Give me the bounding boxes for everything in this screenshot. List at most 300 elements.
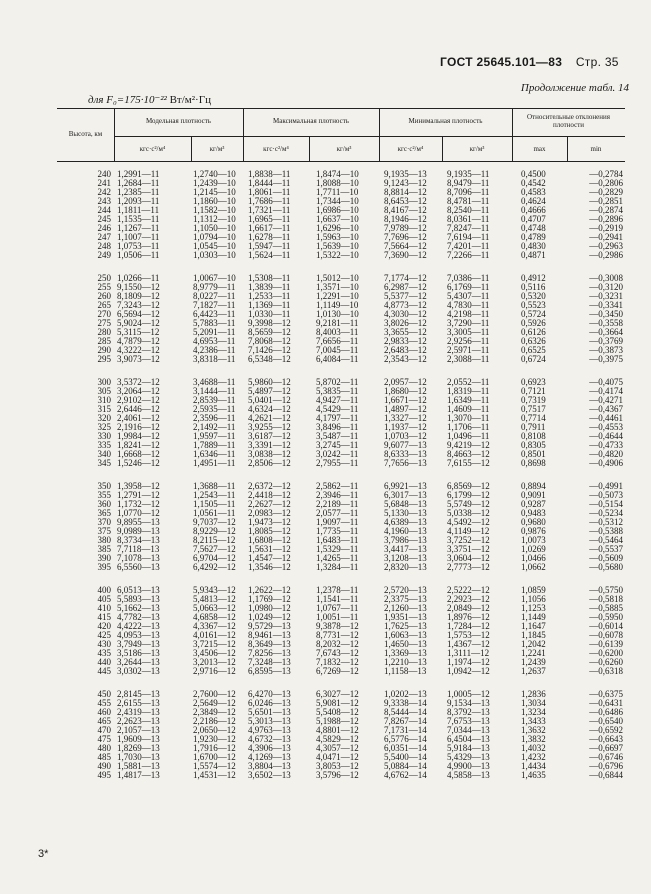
cell-min-kgs: 2,1260—13: [384, 603, 427, 613]
cell-height: 465: [97, 716, 111, 726]
cell-min-kgs: 6,0351—14: [384, 743, 427, 753]
cell-max-kg: 4,3057—12: [316, 743, 359, 753]
cell-height: 280: [97, 327, 111, 337]
cell-max-kgs: 2,0983—12: [248, 508, 291, 518]
cell-max-kgs: 1,8085—12: [248, 526, 291, 536]
cell-max-kgs: 1,5624—11: [248, 250, 291, 260]
cell-min-kg: 1,1706—11: [447, 422, 490, 432]
cell-dev-max: 1,3034: [521, 698, 546, 708]
cell-dev-max: 1,1056: [521, 594, 546, 604]
cell-model-kgs: 4,7782—13: [117, 612, 160, 622]
cell-max-kgs: 1,8061—11: [248, 187, 291, 197]
cell-dev-min: —0,6592: [589, 725, 623, 735]
cell-height: 400: [97, 585, 111, 595]
cell-max-kg: 9,2181—11: [316, 318, 359, 328]
cell-min-kg: 2,7773—12: [447, 562, 490, 572]
cell-min-kg: 8,9479—11: [447, 178, 490, 188]
cell-dev-min: —0,6431: [589, 698, 623, 708]
cell-dev-min: —0,2784: [589, 169, 623, 179]
cell-model-kgs: 8,3734—13: [117, 535, 160, 545]
cell-max-kgs: 2,8506—12: [248, 458, 291, 468]
cell-model-kg: 9,7037—12: [193, 517, 236, 527]
cell-max-kg: 1,6483—11: [316, 535, 359, 545]
cell-min-kgs: 1,7625—13: [384, 621, 427, 631]
cell-model-kgs: 5,1662—13: [117, 603, 160, 613]
cell-min-kg: 7,6753—13: [447, 716, 490, 726]
cell-model-kg: 4,3367—12: [193, 621, 236, 631]
cell-min-kg: 2,5971—11: [447, 345, 490, 355]
cell-max-kgs: 1,0330—11: [248, 309, 291, 319]
cell-model-kgs: 1,0753—11: [117, 241, 160, 251]
cell-model-kgs: 3,0302—13: [117, 666, 160, 676]
cell-min-kgs: 7,7696—12: [384, 232, 427, 242]
cell-min-kg: 7,4201—11: [447, 241, 490, 251]
cell-max-kg: 1,0130—10: [316, 309, 359, 319]
cell-min-kg: 9,1534—13: [447, 698, 490, 708]
cell-model-kgs: 1,1267—11: [117, 223, 160, 233]
cell-max-kgs: 5,4897—12: [248, 386, 291, 396]
cell-max-kg: 1,0051—11: [316, 612, 359, 622]
cell-max-kg: 1,5329—11: [316, 544, 359, 554]
cell-dev-min: —0,5537: [589, 544, 623, 554]
cell-dev-max: 0,4666: [521, 205, 546, 215]
table-row: [57, 355, 625, 364]
cell-dev-max: 1,0269: [521, 544, 546, 554]
cell-dev-max: 0,6923: [521, 377, 546, 387]
cell-min-kg: 1,8976—12: [447, 612, 490, 622]
cell-min-kgs: 7,8267—14: [384, 716, 427, 726]
cell-dev-min: —0,4906: [589, 458, 623, 468]
cell-height: 450: [97, 689, 111, 699]
cell-model-kg: 1,0067—10: [193, 273, 236, 283]
cell-min-kg: 8,7096—11: [447, 187, 490, 197]
cell-dev-min: —0,6844: [589, 770, 623, 780]
cell-min-kgs: 8,6333—13: [384, 449, 427, 459]
cell-max-kg: 1,3571—10: [316, 282, 359, 292]
cell-min-kg: 1,7284—12: [447, 621, 490, 631]
cell-model-kg: 4,0161—12: [193, 630, 236, 640]
cell-max-kg: 4,9427—11: [316, 395, 359, 405]
cell-height: 241: [97, 178, 111, 188]
cell-model-kgs: 1,8269—13: [117, 743, 160, 753]
row-group: [57, 586, 625, 676]
cell-min-kgs: 7,1774—12: [384, 273, 427, 283]
cell-min-kg: 3,3005—11: [447, 327, 490, 337]
cell-model-kg: 1,3688—11: [193, 481, 236, 491]
cell-dev-max: 1,1647: [521, 621, 546, 631]
cell-model-kgs: 1,7030—13: [117, 752, 160, 762]
cell-dev-min: —0,5609: [589, 553, 623, 563]
cell-dev-min: —0,2874: [589, 205, 623, 215]
cell-height: 244: [97, 205, 111, 215]
cell-max-kg: 2,2189—11: [316, 499, 359, 509]
cell-dev-min: —0,2829: [589, 187, 623, 197]
cell-max-kg: 4,5829—12: [316, 734, 359, 744]
cell-min-kgs: 6,5776—14: [384, 734, 427, 744]
cell-max-kgs: 3,0838—12: [248, 449, 291, 459]
cell-model-kg: 1,9597—11: [193, 431, 236, 441]
cell-min-kgs: 1,3327—12: [384, 413, 427, 423]
cell-max-kg: 3,2745—11: [316, 440, 359, 450]
cell-dev-min: —0,4820: [589, 449, 623, 459]
row-group: [57, 274, 625, 364]
cell-min-kg: 2,9256—11: [447, 336, 490, 346]
cell-min-kg: 9,4219—12: [447, 440, 490, 450]
cell-max-kgs: 8,3649—13: [248, 639, 291, 649]
cell-max-kgs: 5,3013—13: [248, 716, 291, 726]
cell-dev-min: —0,3975: [589, 354, 623, 364]
cell-dev-max: 0,4871: [521, 250, 546, 260]
cell-height: 480: [97, 743, 111, 753]
cell-dev-max: 0,6724: [521, 354, 546, 364]
cell-dev-max: 0,5116: [521, 282, 546, 292]
cell-min-kg: 3,7252—12: [447, 535, 490, 545]
cell-max-kgs: 9,3998—12: [248, 318, 291, 328]
cell-dev-min: —0,6643: [589, 734, 623, 744]
cell-dev-min: —0,6486: [589, 707, 623, 717]
cell-height: 410: [97, 603, 111, 613]
cell-max-kgs: 1,7321—11: [248, 205, 291, 215]
cell-dev-min: —0,5680: [589, 562, 623, 572]
cell-max-kg: 1,2378—11: [316, 585, 359, 595]
cell-max-kgs: 6,0246—13: [248, 698, 291, 708]
cell-max-kgs: 4,6324—12: [248, 404, 291, 414]
cell-min-kgs: 2,8320—13: [384, 562, 427, 572]
cell-max-kgs: 6,8595—13: [248, 666, 291, 676]
cell-max-kgs: 5,9860—12: [248, 377, 291, 387]
cell-min-kg: 4,1149—12: [447, 526, 490, 536]
cell-min-kg: 3,3751—12: [447, 544, 490, 554]
cell-model-kgs: 4,4222—13: [117, 621, 160, 631]
cell-dev-min: —0,6014: [589, 621, 623, 631]
cell-model-kgs: 4,7879—12: [117, 336, 160, 346]
cell-max-kgs: 2,2627—12: [248, 499, 291, 509]
cell-dev-min: —0,3873: [589, 345, 623, 355]
cell-model-kgs: 5,5893—13: [117, 594, 160, 604]
cell-min-kg: 8,0361—11: [447, 214, 490, 224]
cell-max-kg: 1,8474—10: [316, 169, 359, 179]
cell-model-kgs: 5,9024—12: [117, 318, 160, 328]
cell-max-kgs: 3,3391—12: [248, 440, 291, 450]
cell-model-kg: 1,2740—10: [193, 169, 236, 179]
cell-model-kg: 8,2115—12: [193, 535, 236, 545]
cell-max-kg: 6,3027—12: [316, 689, 359, 699]
cell-dev-max: 0,4912: [521, 273, 546, 283]
cell-model-kg: 8,9779—11: [193, 282, 236, 292]
cell-min-kgs: 2,3375—13: [384, 594, 427, 604]
cell-model-kgs: 6,0513—13: [117, 585, 160, 595]
cell-min-kg: 9,1935—11: [447, 169, 490, 179]
cell-height: 247: [97, 232, 111, 242]
table-row: [57, 667, 625, 676]
cell-max-kg: 1,7735—11: [316, 526, 359, 536]
cell-min-kg: 7,8247—11: [447, 223, 490, 233]
cell-max-kgs: 7,1426—12: [248, 345, 291, 355]
cell-model-kgs: 2,8145—13: [117, 689, 160, 699]
cell-dev-max: 0,5320: [521, 291, 546, 301]
cell-model-kg: 1,1050—10: [193, 223, 236, 233]
cell-max-kg: 2,5862—11: [316, 481, 359, 491]
cell-height: 460: [97, 707, 111, 717]
cell-model-kg: 2,7600—12: [193, 689, 236, 699]
cell-height: 395: [97, 562, 111, 572]
cell-height: 325: [97, 422, 111, 432]
cell-dev-max: 0,7121: [521, 386, 546, 396]
cell-max-kgs: 1,3839—11: [248, 282, 291, 292]
cell-max-kg: 3,5487—11: [316, 431, 359, 441]
cell-model-kg: 3,1444—11: [193, 386, 236, 396]
cell-height: 248: [97, 241, 111, 251]
cell-height: 425: [97, 630, 111, 640]
cell-min-kgs: 2,3543—12: [384, 354, 427, 364]
cell-min-kg: 7,6194—11: [447, 232, 490, 242]
cell-height: 275: [97, 318, 111, 328]
cell-height: 490: [97, 761, 111, 771]
cell-dev-max: 0,6525: [521, 345, 546, 355]
cell-min-kgs: 8,4167—12: [384, 205, 427, 215]
cell-model-kg: 5,7883—11: [193, 318, 236, 328]
cell-model-kgs: 9,8955—13: [117, 517, 160, 527]
cell-model-kgs: 1,9609—13: [117, 734, 160, 744]
cell-dev-min: —0,5950: [589, 612, 623, 622]
cell-model-kgs: 1,2385—11: [117, 187, 160, 197]
header-height: Высота, км: [68, 130, 103, 138]
cell-dev-max: 1,2241: [521, 648, 546, 658]
cell-model-kgs: 2,2623—13: [117, 716, 160, 726]
cell-max-kgs: 5,6501—13: [248, 707, 291, 717]
cell-max-kgs: 1,5631—12: [248, 544, 291, 554]
cell-dev-max: 0,6126: [521, 327, 546, 337]
cell-dev-min: —0,4553: [589, 422, 623, 432]
cell-dev-max: 1,4434: [521, 761, 546, 771]
cell-max-kg: 1,1149—10: [316, 300, 359, 310]
cell-max-kg: 1,6986—10: [316, 205, 359, 215]
cell-min-kg: 5,4329—13: [447, 752, 490, 762]
cell-min-kg: 1,3111—12: [447, 648, 490, 658]
cell-max-kg: 4,5429—11: [316, 404, 359, 414]
cell-min-kgs: 6,3017—13: [384, 490, 427, 500]
cell-model-kg: 2,9716—12: [193, 666, 236, 676]
cell-height: 243: [97, 196, 111, 206]
cell-min-kgs: 2,6483—12: [384, 345, 427, 355]
cell-height: 245: [97, 214, 111, 224]
cell-model-kg: 1,2145—10: [193, 187, 236, 197]
cell-height: 345: [97, 458, 111, 468]
cell-model-kgs: 1,1007—11: [117, 232, 160, 242]
cell-max-kg: 6,4084—11: [316, 354, 359, 364]
cell-max-kg: 1,5322—10: [316, 250, 359, 260]
cell-model-kg: 3,8318—11: [193, 354, 236, 364]
cell-dev-max: 0,7714: [521, 413, 546, 423]
cell-height: 300: [97, 377, 111, 387]
cell-model-kgs: 2,1916—12: [117, 422, 160, 432]
cell-min-kgs: 5,6848—13: [384, 499, 427, 509]
cell-dev-min: —0,6796: [589, 761, 623, 771]
cell-dev-max: 0,4624: [521, 196, 546, 206]
row-group: [57, 170, 625, 260]
cell-dev-min: —0,5818: [589, 594, 623, 604]
cell-model-kg: 2,8539—11: [193, 395, 236, 405]
cell-min-kgs: 3,1208—13: [384, 553, 427, 563]
cell-model-kgs: 1,1811—11: [117, 205, 160, 215]
cell-model-kgs: 2,1057—13: [117, 725, 160, 735]
cell-model-kgs: 7,7118—13: [117, 544, 160, 554]
cell-model-kgs: 1,0506—11: [117, 250, 160, 260]
cell-dev-min: —0,4644: [589, 431, 623, 441]
cell-min-kgs: 7,5664—12: [384, 241, 427, 251]
standard-number: ГОСТ 25645.101—83: [440, 55, 563, 69]
cell-model-kg: 5,2091—11: [193, 327, 236, 337]
cell-min-kgs: 7,1731—14: [384, 725, 427, 735]
cell-height: 305: [97, 386, 111, 396]
cell-height: 330: [97, 431, 111, 441]
cell-height: 390: [97, 553, 111, 563]
cell-model-kgs: 6,5694—12: [117, 309, 160, 319]
cell-height: 295: [97, 354, 111, 364]
cell-max-kgs: 1,7686—11: [248, 196, 291, 206]
header-unit: кгс·с²/м⁴: [263, 145, 289, 153]
cell-min-kgs: 1,1158—13: [384, 666, 427, 676]
cell-dev-max: 0,8501: [521, 449, 546, 459]
cell-min-kgs: 1,3369—13: [384, 648, 427, 658]
cell-dev-min: —0,2963: [589, 241, 623, 251]
cell-model-kgs: 7,1078—13: [117, 553, 160, 563]
cell-dev-min: —0,6139: [589, 639, 623, 649]
cell-dev-max: 0,5926: [521, 318, 546, 328]
cell-height: 242: [97, 187, 111, 197]
cell-dev-min: —0,3769: [589, 336, 623, 346]
cell-model-kg: 6,9704—12: [193, 553, 236, 563]
cell-dev-min: —0,6375: [589, 689, 623, 699]
cell-min-kg: 5,9184—13: [447, 743, 490, 753]
cell-min-kg: 7,0344—13: [447, 725, 490, 735]
cell-height: 440: [97, 657, 111, 667]
cell-height: 470: [97, 725, 111, 735]
cell-dev-min: —0,2919: [589, 223, 623, 233]
cell-model-kg: 5,4813—12: [193, 594, 236, 604]
cell-dev-min: —0,5073: [589, 490, 623, 500]
cell-dev-min: —0,4174: [589, 386, 623, 396]
cell-max-kg: 4,0471—12: [316, 752, 359, 762]
cell-max-kgs: 1,1369—11: [248, 300, 291, 310]
cell-model-kgs: 1,9984—12: [117, 431, 160, 441]
cell-dev-max: 0,8305: [521, 440, 546, 450]
cell-max-kgs: 3,6502—13: [248, 770, 291, 780]
cell-model-kg: 1,6346—11: [193, 449, 236, 459]
cell-dev-max: 0,4707: [521, 214, 546, 224]
cell-dev-max: 0,7319: [521, 395, 546, 405]
cell-min-kg: 1,4609—11: [447, 404, 490, 414]
cell-model-kg: 6,4292—12: [193, 562, 236, 572]
cell-dev-min: —0,6746: [589, 752, 623, 762]
cell-max-kg: 5,8702—11: [316, 377, 359, 387]
density-table: [57, 108, 625, 794]
cell-dev-min: —0,3341: [589, 300, 623, 310]
cell-min-kgs: 7,7656—13: [384, 458, 427, 468]
cell-min-kgs: 5,5400—14: [384, 752, 427, 762]
cell-dev-min: —0,5234: [589, 508, 623, 518]
cell-min-kgs: 1,0703—12: [384, 431, 427, 441]
cell-min-kg: 6,1799—12: [447, 490, 490, 500]
cell-min-kgs: 1,0202—13: [384, 689, 427, 699]
cell-model-kgs: 2,6446—12: [117, 404, 160, 414]
cell-min-kg: 1,1974—12: [447, 657, 490, 667]
cell-max-kg: 3,8053—12: [316, 761, 359, 771]
header-unit-max: max: [533, 145, 546, 153]
cell-dev-max: 1,3632: [521, 725, 546, 735]
cell-dev-max: 0,7517: [521, 404, 546, 414]
cell-min-kgs: 3,4417—13: [384, 544, 427, 554]
cell-min-kgs: 1,6063—13: [384, 630, 427, 640]
cell-dev-max: 0,4748: [521, 223, 546, 233]
cell-model-kgs: 1,6668—12: [117, 449, 160, 459]
cell-max-kg: 1,4265—11: [316, 553, 359, 563]
cell-dev-max: 1,1253: [521, 603, 546, 613]
cell-model-kg: 1,1312—10: [193, 214, 236, 224]
cell-min-kgs: 1,4650—13: [384, 639, 427, 649]
cell-model-kgs: 1,8241—12: [117, 440, 160, 450]
cell-model-kg: 3,2013—12: [193, 657, 236, 667]
cell-model-kg: 2,5935—11: [193, 404, 236, 414]
cell-dev-min: —0,6318: [589, 666, 623, 676]
cell-model-kg: 2,1492—11: [193, 422, 236, 432]
cell-min-kgs: 4,8773—12: [384, 300, 427, 310]
cell-max-kgs: 6,4270—13: [248, 689, 291, 699]
cell-max-kgs: 7,8256—13: [248, 648, 291, 658]
cell-min-kgs: 8,5444—14: [384, 707, 427, 717]
header-max-density: Максимальная плотность: [273, 117, 349, 125]
cell-model-kgs: 2,9102—12: [117, 395, 160, 405]
cell-min-kg: 1,5753—12: [447, 630, 490, 640]
cell-max-kgs: 5,0401—12: [248, 395, 291, 405]
cell-height: 310: [97, 395, 111, 405]
cell-min-kgs: 5,0884—14: [384, 761, 427, 771]
cell-model-kgs: 6,5560—13: [117, 562, 160, 572]
cell-max-kgs: 9,5729—13: [248, 621, 291, 631]
cell-min-kgs: 6,2987—12: [384, 282, 427, 292]
cell-dev-min: —0,3231: [589, 291, 623, 301]
cell-model-kg: 1,4951—11: [193, 458, 236, 468]
cell-max-kg: 4,8801—12: [316, 725, 359, 735]
cell-min-kgs: 8,6453—12: [384, 196, 427, 206]
row-group: [57, 482, 625, 572]
cell-dev-min: —0,4271: [589, 395, 623, 405]
cell-model-kg: 1,1582—10: [193, 205, 236, 215]
cell-dev-max: 0,9287: [521, 499, 546, 509]
cell-dev-max: 0,4789: [521, 232, 546, 242]
cell-min-kg: 2,0552—11: [447, 377, 490, 387]
cell-model-kgs: 9,1550—12: [117, 282, 160, 292]
cell-max-kg: 8,4003—11: [316, 327, 359, 337]
cell-dev-max: 0,7911: [521, 422, 546, 432]
cell-max-kg: 1,9097—11: [316, 517, 359, 527]
cell-min-kg: 6,4504—13: [447, 734, 490, 744]
cell-model-kg: 1,5574—12: [193, 761, 236, 771]
cell-max-kg: 2,3946—11: [316, 490, 359, 500]
cell-min-kgs: 7,9789—12: [384, 223, 427, 233]
page-header: [440, 55, 630, 69]
cell-model-kg: 1,0303—10: [193, 250, 236, 260]
cell-max-kgs: 1,0249—12: [248, 612, 291, 622]
cell-height: 290: [97, 345, 111, 355]
cell-max-kg: 5,5408—12: [316, 707, 359, 717]
cell-model-kgs: 1,2991—11: [117, 169, 160, 179]
cell-model-kg: 1,7889—11: [193, 440, 236, 450]
cell-max-kgs: 1,3546—12: [248, 562, 291, 572]
cell-model-kgs: 3,2064—12: [117, 386, 160, 396]
cell-model-kg: 1,0545—10: [193, 241, 236, 251]
cell-height: 420: [97, 621, 111, 631]
